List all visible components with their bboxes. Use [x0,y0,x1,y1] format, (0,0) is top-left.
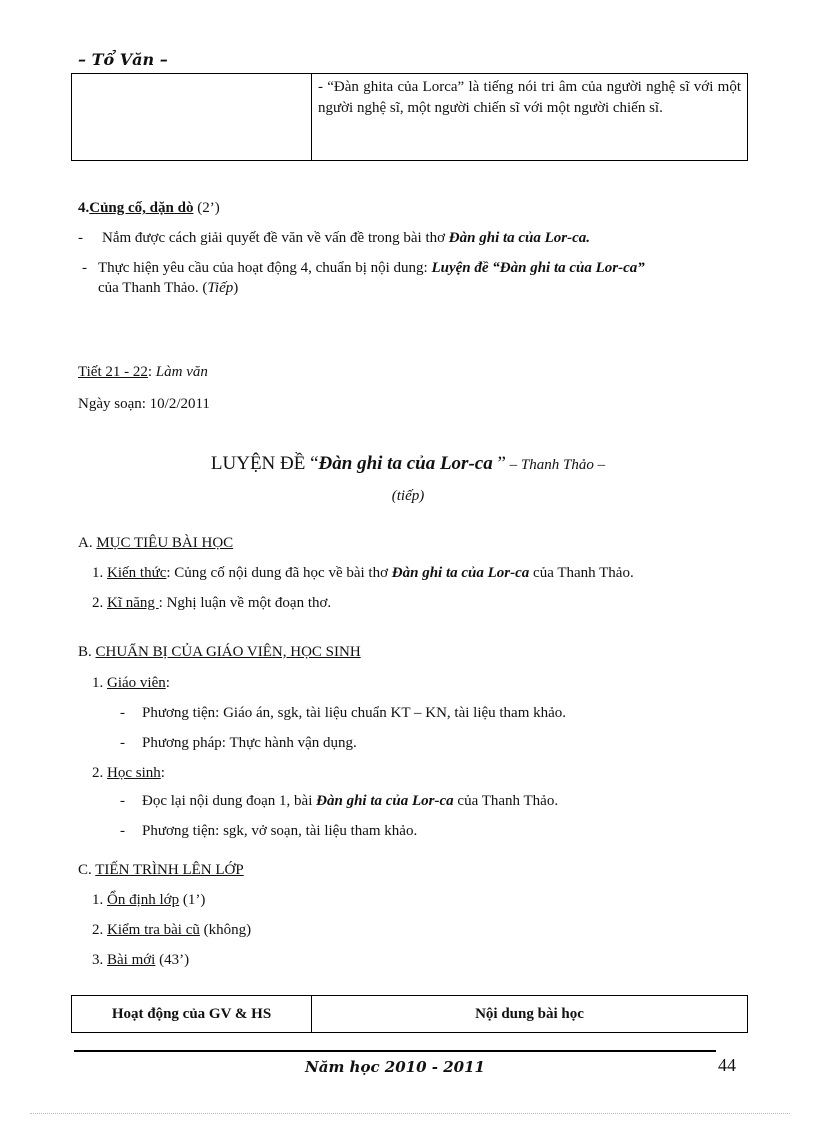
sectionA-letter: A. [78,535,93,551]
footer-rule [74,1050,716,1052]
section4-title: Củng cố, dặn dò [89,200,194,216]
section4-bullet-2-work: Luyện đề “Đàn ghi ta của Lor-ca” [431,260,645,276]
sectionA-item-2 [92,593,331,613]
sectionC-item-2 [92,920,251,940]
page-number: 44 [718,1055,736,1075]
sectionA-item-1-number: 1. [92,565,104,581]
sectionC-item-2-label: Kiểm tra bài cũ [107,922,200,938]
lesson-table [71,995,748,1033]
section4-heading [78,198,220,218]
page-bottom-dotted-rule [30,1113,790,1114]
sectionB-student-item-2: - Phương tiện: sgk, vở soạn, tài liệu tham khảo. [120,823,418,839]
sectionB-student-item-1-text: Đọc lại nội dung đoạn 1, bài [142,793,317,809]
sectionB-teacher-label: Giáo viên [107,675,166,691]
top-table-right-cell [312,74,748,161]
sectionC-item-2-number: 2. [92,922,104,938]
sectionC-letter: C. [78,862,92,878]
sectionA-item-1-post: của Thanh Thảo. [529,565,634,581]
sectionB-teacher-item-1: - Phương tiện: Giáo án, sgk, tài liệu chuẩn KT – KN, tài liệu tham khảo. [120,705,567,721]
sectionB-student-number: 2. [92,765,104,781]
footer-school-year: Năm học 2010 - 2011 [305,1058,485,1076]
sectionC-item-3-number: 3. [92,952,104,968]
sectionA-item-2-text: : Nghị luận về một đoạn thơ. [158,595,332,611]
section4-bullet-2-line2 [98,278,238,298]
sectionB-student-label: Học sinh [107,765,161,781]
sectionB-student-item-2-text: Phương tiện: sgk, vở soạn, tài liệu tham khảo. [142,823,418,839]
sectionB-title: CHUẨN BỊ CỦA GIÁO VIÊN, HỌC SINH [95,644,361,660]
section4-number: 4. [78,200,90,216]
lesson-table-header-content: Nội dung bài học [312,996,748,1033]
lesson-period-colon: : [147,364,156,380]
top-table [71,73,748,161]
sectionC-item-1-number: 1. [92,892,104,908]
section4-bullet-1: - Nắm được cách giải quyết đề văn về vấn đề trong bài thơ Đàn ghi ta của Lor-ca. [78,230,591,246]
sectionA-heading [78,533,233,553]
sectionC-item-1-label: Ổn định lớp [107,892,180,908]
sectionB-student-item-1-work: Đàn ghi ta của Lor-ca [316,793,454,809]
lesson-date: Ngày soạn: 10/2/2011 [78,396,210,412]
top-table-left-cell [72,74,312,161]
sectionC-item-1-time: (1’) [179,892,206,908]
sectionB-heading [78,642,361,662]
lesson-period-label: Tiết 21 - 22 [78,364,148,380]
sectionB-student-item-1-post: của Thanh Thảo. [453,793,559,809]
lesson-subject: Làm văn [155,364,208,380]
sectionB-teacher-item-1-text: Phương tiện: Giáo án, sgk, tài liệu chuẩn KT – KN, tài liệu tham khảo. [142,705,567,721]
lesson-subtitle: (tiếp) [391,488,425,504]
sectionA-item-1-work: Đàn ghi ta của Lor-ca [391,565,530,581]
sectionA-item-2-number: 2. [92,595,104,611]
sectionB-teacher-number: 1. [92,675,104,691]
top-table-text: - “Đàn ghita của Lorca” là tiếng nói tri âm của người nghệ sĩ với một người nghệ sĩ, một người chiến sĩ với một người chiến sĩ. [318,79,741,116]
section4-bullet-1-text: Nắm được cách giải quyết đề văn về vấn đề trong bài thơ [102,230,449,246]
sectionA-item-2-label: Kĩ năng [107,595,159,611]
sectionA-item-1-label: Kiến thức [107,565,167,581]
sectionB-student-colon: : [160,765,165,781]
sectionC-item-2-note: (không) [199,922,252,938]
sectionC-heading [78,860,244,880]
lesson-title [0,453,816,475]
sectionA-title: MỤC TIÊU BÀI HỌC [96,535,234,551]
lesson-title-pre: LUYỆN ĐỀ “ [210,453,319,474]
lesson-period [78,362,208,382]
section4-bullet-1-work: Đàn ghi ta của Lor-ca. [448,230,591,246]
section4-time: (2’) [197,200,220,216]
lesson-table-header-activities: Hoạt động của GV & HS [72,996,312,1033]
sectionB-student-item-1: - Đọc lại nội dung đoạn 1, bài Đàn ghi ta của Lor-ca của Thanh Thảo. [120,793,559,809]
sectionB-teacher-item-2-text: Phương pháp: Thực hành vận dụng. [142,735,357,751]
section4-bullet-2-line2-post: ) [233,280,239,296]
sectionC-title: TIẾN TRÌNH LÊN LỚP [95,862,244,878]
page-header: – Tổ Văn – [78,50,168,69]
sectionA-item-1-text: : Củng cố nội dung đã học về bài thơ [166,565,392,581]
sectionB-teacher-colon: : [165,675,170,691]
section4-bullet-2: - Thực hiện yêu cầu của hoạt động 4, chuẩn bị nội dung: Luyện đề “Đàn ghi ta của Lor-ca” [82,260,645,276]
section4-bullet-2-line2-italic: Tiếp [207,280,234,296]
sectionB-student [92,763,165,783]
sectionC-item-3-label: Bài mới [107,952,156,968]
lesson-title-post: ” [492,453,506,474]
lesson-title-work: Đàn ghi ta của Lor-ca [318,453,493,474]
section4-bullet-2-text: Thực hiện yêu cầu của hoạt động 4, chuẩn bị nội dung: [98,260,432,276]
sectionC-item-3 [92,950,189,970]
sectionC-item-1 [92,890,205,910]
sectionC-item-3-time: (43’) [155,952,190,968]
sectionB-teacher-item-2: - Phương pháp: Thực hành vận dụng. [120,735,357,751]
sectionA-item-1 [92,563,634,583]
section4-bullet-2-line2-pre: của Thanh Thảo. ( [98,280,208,296]
sectionB-letter: B. [78,644,92,660]
lesson-title-author: – Thanh Thảo – [505,457,606,473]
sectionB-teacher [92,673,170,693]
